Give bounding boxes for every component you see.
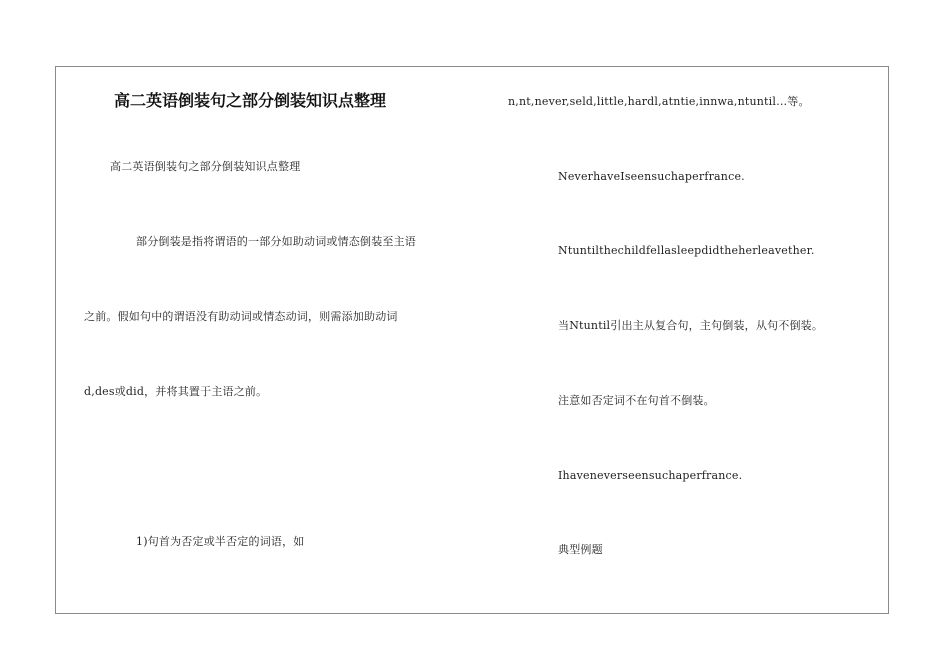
example-sentence-1: NeverhaveIseensuchaperfrance. [558, 170, 745, 183]
note-text-1: 当Ntuntil引出主从复合句，主句倒装，从句不倒装。 [558, 319, 824, 332]
negative-word-list: n,nt,never,seld,little,hardl,atntie,innwa,ntuntil…等。 [508, 95, 810, 108]
paragraph-line-1: 部分倒装是指将谓语的一部分如助动词或情态倒装至主语 [136, 235, 416, 248]
subtitle-text: 高二英语倒装句之部分倒装知识点整理 [110, 160, 301, 173]
rule-1-text: 1)句首为否定或半否定的词语，如 [136, 535, 305, 548]
note-text-2: 注意如否定词不在句首不倒装。 [558, 394, 715, 407]
document-title: 高二英语倒装句之部分倒装知识点整理 [114, 91, 387, 110]
document-frame [55, 66, 889, 614]
example-sentence-2: Ntuntilthechildfellasleepdidtheherleavether. [558, 244, 815, 257]
paragraph-line-3: d,des或did，并将其置于主语之前。 [84, 385, 268, 398]
section-heading: 典型例题 [558, 543, 603, 556]
example-sentence-3: Ihaveneverseensuchaperfrance. [558, 469, 743, 482]
paragraph-line-2: 之前。假如句中的谓语没有助动词或情态动词，则需添加助动词 [84, 310, 398, 323]
